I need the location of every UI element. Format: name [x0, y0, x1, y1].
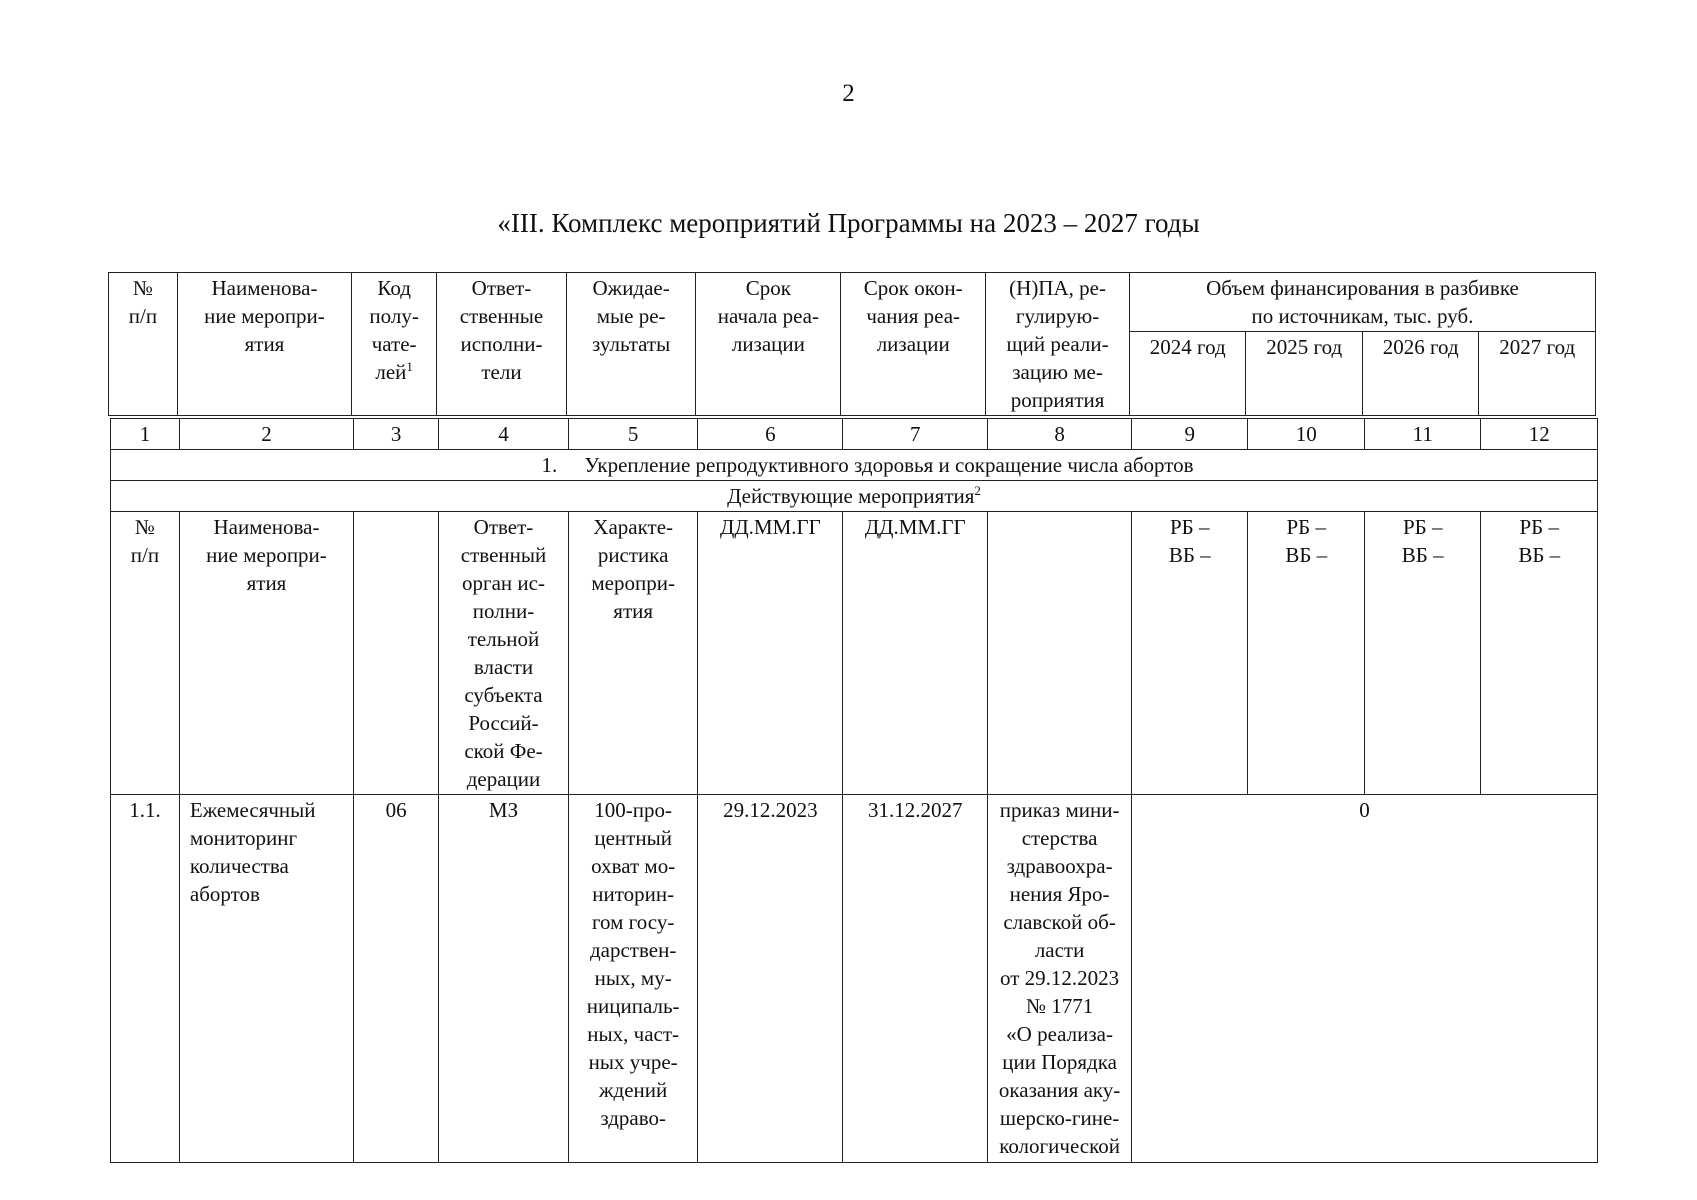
- header-cell-results: Ожидае- мые ре- зультаты: [566, 273, 696, 416]
- subsection-row: [111, 481, 1598, 512]
- header-year-2026: 2026 год: [1362, 332, 1478, 416]
- header-year-2025: 2025 год: [1246, 332, 1362, 416]
- col-number-cell: 11: [1364, 419, 1480, 450]
- row-result: 100-про- центный охват мо- ниторин- гом госу- дарствен- ных, му- ниципаль- ных, част- ных учре- ждений здраво-: [568, 795, 698, 1163]
- row-npa: приказ мини- стерства здравоохра- нения Яро- славской об- ласти от 29.12.2023 № 1771 «О реализа- ции Порядка оказания аку- шерско-гине- кологической: [988, 795, 1132, 1163]
- header-cell-start: Срок начала реа- лизации: [696, 273, 841, 416]
- row-name: Ежемесячный мониторинг количества абортов: [179, 795, 353, 1163]
- template-row: [111, 512, 1598, 795]
- template-funding-2027: РБ – ВБ –: [1481, 512, 1598, 795]
- row-start: 29.12.2023: [698, 795, 843, 1163]
- template-result: Характе- ристика меропри- ятия: [568, 512, 698, 795]
- row-end: 31.12.2027: [843, 795, 988, 1163]
- col-number-cell: 9: [1132, 419, 1248, 450]
- section-row: [111, 450, 1598, 481]
- col-number-cell: 4: [439, 419, 569, 450]
- header-cell-responsible: Ответ- ственные исполни- тели: [437, 273, 567, 416]
- template-funding-2026: РБ – ВБ –: [1364, 512, 1480, 795]
- page-number: 2: [842, 80, 855, 107]
- col-number-cell: 5: [568, 419, 698, 450]
- header-cell-end: Срок окон- чания реа- лизации: [841, 273, 986, 416]
- col-number-cell: 6: [698, 419, 843, 450]
- section-title-cell: [111, 450, 1598, 481]
- col-number-cell: 12: [1481, 419, 1598, 450]
- template-responsible: Ответ- ственный орган ис- полни- тельной власти субъекта Россий- ской Фе- дерации: [439, 512, 569, 795]
- row-num: 1.1.: [111, 795, 180, 1163]
- row-funding-total: 0: [1132, 795, 1598, 1163]
- subsection-title: Действующие мероприятия: [727, 484, 975, 508]
- header-cell-funding: Объем финансирования в разбивке по источникам, тыс. руб.: [1129, 273, 1595, 332]
- subsection-title-cell: [111, 481, 1598, 512]
- table-body: [110, 418, 1598, 1163]
- template-funding-2024: РБ – ВБ –: [1132, 512, 1248, 795]
- template-start: ДД.ММ.ГГ: [698, 512, 843, 795]
- template-npa: [988, 512, 1132, 795]
- row-code: 06: [354, 795, 439, 1163]
- template-funding-2025: РБ – ВБ –: [1248, 512, 1364, 795]
- footnote-2-marker: 2: [974, 483, 981, 498]
- template-name: Наименова- ние меропри- ятия: [179, 512, 353, 795]
- col-number-cell: 1: [111, 419, 180, 450]
- template-num: № п/п: [111, 512, 180, 795]
- header-cell-npa: (Н)ПА, ре- гулирую- щий реали- зацию ме- роприятия: [986, 273, 1130, 416]
- header-year-2024: 2024 год: [1129, 332, 1245, 416]
- header-cell-name: Наименова- ние меропри- ятия: [177, 273, 351, 416]
- document-title: «III. Комплекс мероприятий Программы на 2023 – 2027 годы: [497, 208, 1200, 238]
- col-number-cell: 8: [988, 419, 1132, 450]
- row-responsible: МЗ: [439, 795, 569, 1163]
- footnote-1-marker: 1: [406, 359, 413, 374]
- col-number-cell: 10: [1248, 419, 1364, 450]
- header-year-2027: 2027 год: [1479, 332, 1596, 416]
- section-number: 1.: [541, 453, 558, 477]
- col-number-cell: 3: [354, 419, 439, 450]
- col-number-cell: 2: [179, 419, 353, 450]
- table-row: [111, 795, 1598, 1163]
- header-code-text: Код полу- чате- лей: [369, 276, 419, 384]
- section-title: Укрепление репродуктивного здоровья и сокращение числа абортов: [584, 453, 1194, 477]
- header-cell-code: [352, 273, 437, 416]
- template-code: [354, 512, 439, 795]
- template-end: ДД.ММ.ГГ: [843, 512, 988, 795]
- col-number-cell: 7: [843, 419, 988, 450]
- column-number-row: [111, 419, 1598, 450]
- table-header: [108, 272, 1596, 416]
- header-cell-num: № п/п: [109, 273, 178, 416]
